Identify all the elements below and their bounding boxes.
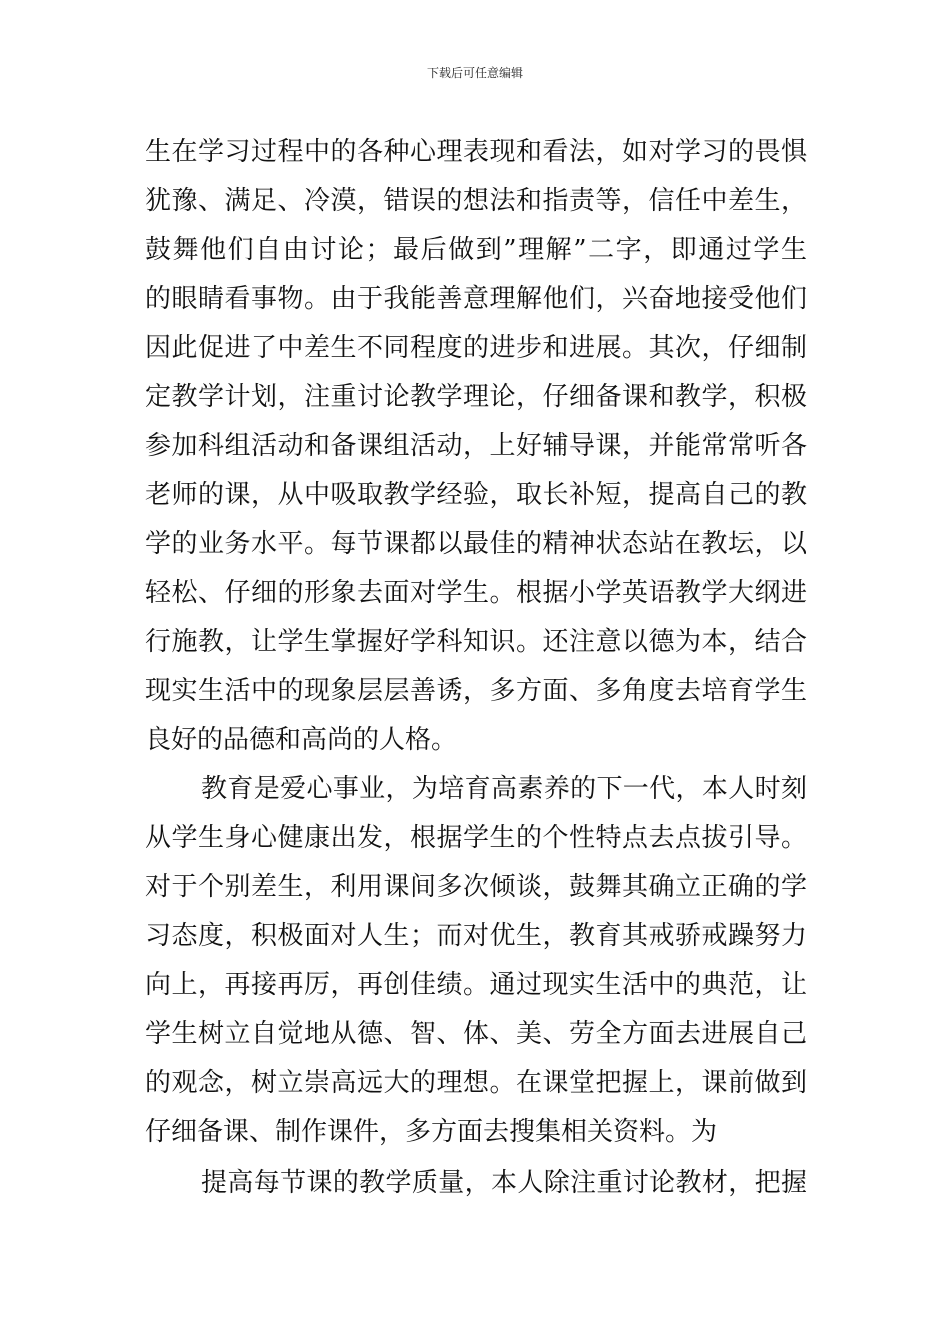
text-line: 现实生活中的现象层层善诱，多方面、多角度去培育学生 <box>145 676 807 706</box>
text-line: 仔细备课、制作课件，多方面去搜集相关资料。为 <box>145 1117 718 1147</box>
text-line: 行施教，让学生掌握好学科知识。还注意以德为本，结合 <box>145 627 807 657</box>
text-line: 良好的品德和高尚的人格。 <box>145 725 458 755</box>
document-body <box>145 128 807 1208</box>
text-line: 因此促进了中差生不同程度的进步和进展。其次，仔细制 <box>145 333 807 363</box>
text-line: 参加科组活动和备课组活动，上好辅导课，并能常常听各 <box>145 431 807 461</box>
page-header-note: 下载后可任意编辑 <box>426 66 523 80</box>
text-line: 犹豫、满足、冷漠，错误的想法和指责等，信任中差生， <box>145 186 807 216</box>
text-line: 学的业务水平。每节课都以最佳的精神状态站在教坛，以 <box>145 529 807 559</box>
text-line: 的眼睛看事物。由于我能善意理解他们，兴奋地接受他们 <box>145 284 807 314</box>
text-line: 定教学计划，注重讨论教学理论，仔细备课和教学，积极 <box>145 382 807 412</box>
paragraph-start-line: 提高每节课的教学质量，本人除注重讨论教材，把握 <box>201 1168 807 1198</box>
text-line: 的观念，树立崇高远大的理想。在课堂把握上，课前做到 <box>145 1068 807 1098</box>
text-line: 对于个别差生，利用课间多次倾谈，鼓舞其确立正确的学 <box>145 872 807 902</box>
text-line: 从学生身心健康出发，根据学生的个性特点去点拔引导。 <box>145 823 807 853</box>
paragraph-start-line: 教育是爱心事业，为培育高素养的下一代，本人时刻 <box>201 774 807 804</box>
text-line: 学生树立自觉地从德、智、体、美、劳全方面去进展自己 <box>145 1019 807 1049</box>
text-line: 向上，再接再厉，再创佳绩。通过现实生活中的典范，让 <box>145 970 807 1000</box>
text-line: 轻松、仔细的形象去面对学生。根据小学英语教学大纲进 <box>145 578 807 608</box>
text-line: 生在学习过程中的各种心理表现和看法，如对学习的畏惧 <box>145 137 807 167</box>
text-line: 习态度，积极面对人生；而对优生，教育其戒骄戒躁努力 <box>145 921 807 951</box>
text-line: 鼓舞他们自由讨论；最后做到”理解”二字，即通过学生 <box>145 235 807 265</box>
text-line: 老师的课，从中吸取教学经验，取长补短，提高自己的教 <box>145 480 807 510</box>
